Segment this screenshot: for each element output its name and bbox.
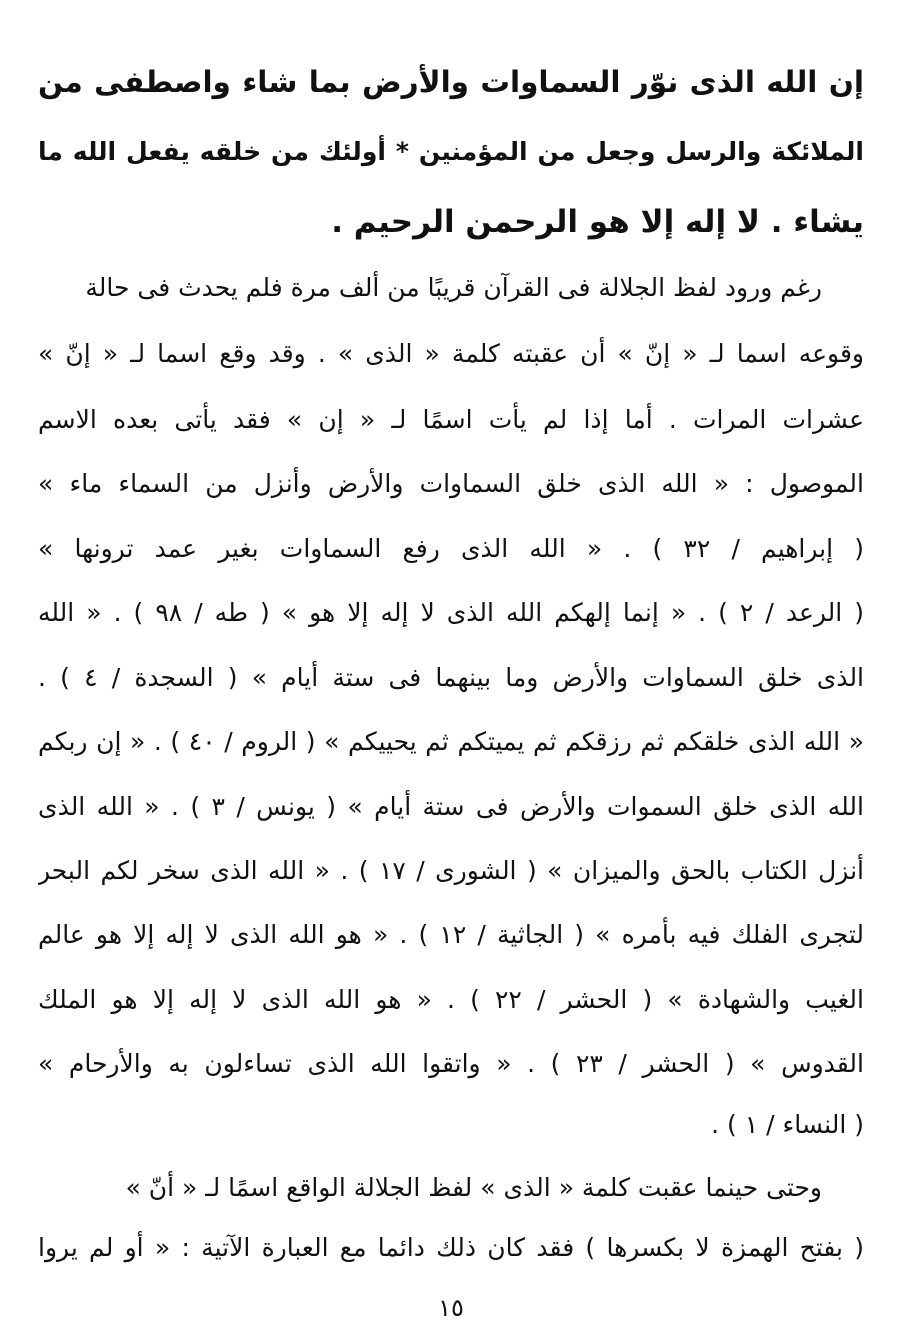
page-number: ١٥: [438, 1294, 464, 1322]
paragraph-line: الذى خلق السماوات والأرض وما بينهما فى ستة أيام » ( السجدة / ٤ ) .: [38, 663, 864, 692]
paragraph-line: ( الرعد / ٢ ) . « إنما إلهكم الله الذى لا إله إلا هو » ( طه / ٩٨ ) . « الله: [38, 598, 864, 627]
quote-line: إن الله الذى نوّر السماوات والأرض بما شاء واصطفى من: [38, 65, 864, 99]
paragraph-line: عشرات المرات . أما إذا لم يأت اسمًا لـ « إن » فقد يأتى بعده الاسم: [38, 405, 864, 434]
quote-line: يشاء . لا إله إلا هو الرحمن الرحيم .: [331, 204, 864, 240]
paragraph-line: وحتى حينما عقبت كلمة « الذى » لفظ الجلالة الواقع اسمًا لـ « أنّ »: [125, 1173, 822, 1202]
paragraph-line: « الله الذى خلقكم ثم رزقكم ثم يميتكم ثم يحييكم » ( الروم / ٤٠ ) . « إن ربكم: [38, 727, 864, 756]
paragraph-line: لتجرى الفلك فيه بأمره » ( الجاثية / ١٢ ) . « هو الله الذى لا إله إلا هو عالم: [38, 920, 864, 949]
paragraph-line: رغم ورود لفظ الجلالة فى القرآن قريبًا من ألف مرة فلم يحدث فى حالة: [85, 273, 822, 302]
paragraph-line: الغيب والشهادة » ( الحشر / ٢٢ ) . « هو الله الذى لا إله إلا هو الملك: [38, 985, 864, 1014]
paragraph-line: الله الذى خلق السموات والأرض فى ستة أيام » ( يونس / ٣ ) . « الله الذى: [38, 792, 864, 821]
paragraph-line: أنزل الكتاب بالحق والميزان » ( الشورى / ١٧ ) . « الله الذى سخر لكم البحر: [38, 856, 864, 885]
paragraph-line: وقوعه اسما لـ « إنّ » أن عقبته كلمة « الذى » . وقد وقع اسما لـ « إنّ »: [38, 339, 864, 368]
paragraph-line: الموصول : « الله الذى خلق السماوات والأرض وأنزل من السماء ماء »: [38, 469, 864, 498]
paragraph-line: القدوس » ( الحشر / ٢٣ ) . « واتقوا الله الذى تساءلون به والأرحام »: [38, 1049, 864, 1078]
paragraph-line: ( النساء / ١ ) .: [711, 1110, 864, 1139]
quote-line: الملائكة والرسل وجعل من المؤمنين * أولئك من خلقه يفعل الله ما: [38, 137, 864, 166]
paragraph-line: ( بفتح الهمزة لا بكسرها ) فقد كان ذلك دائما مع العبارة الآتية : « أو لم يروا: [38, 1233, 864, 1262]
paragraph-line: ( إبراهيم / ٣٢ ) . « الله الذى رفع السماوات بغير عمد ترونها »: [38, 534, 864, 563]
